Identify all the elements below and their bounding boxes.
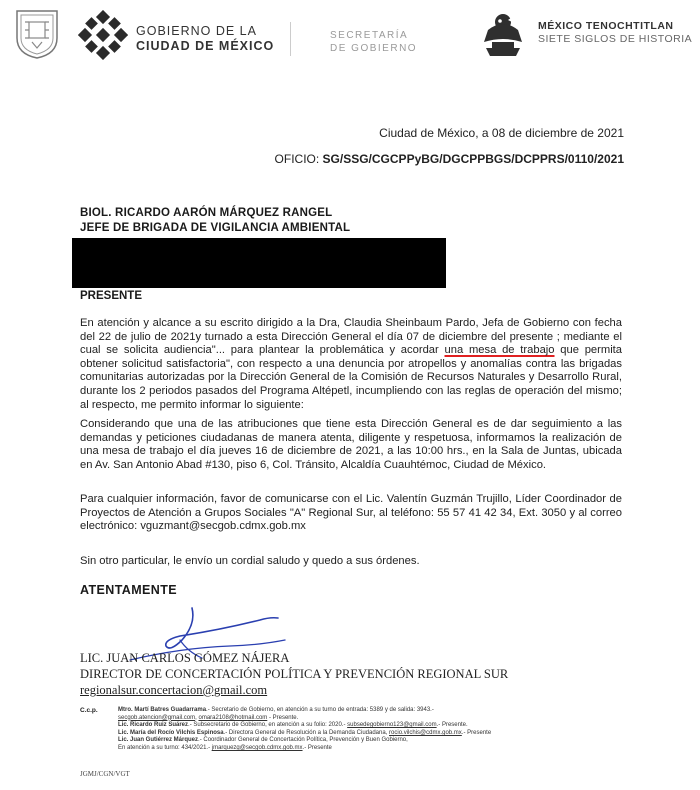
secretaria-line-1: SECRETARÍA [330, 30, 409, 41]
ccp-text-2: - Presente. [267, 714, 299, 721]
cdmx-coat-of-arms-icon [14, 8, 60, 60]
ccp-line-4 [118, 730, 618, 738]
ccp-name-5: Lic. Juan Gutiérrez Márquez [118, 737, 199, 744]
letterhead [0, 0, 700, 70]
secretaria-wordmark [330, 29, 417, 55]
gov-line-1: GOBIERNO DE LA [136, 24, 257, 38]
secretaria-line-2: DE GOBIERNO [330, 43, 418, 54]
typist-initials: JGMJ/CGN/VGT [80, 770, 130, 778]
ccp-email-link[interactable]: jmarquezg@secgob.cdmx.gob.mx [211, 744, 303, 751]
body-paragraph-1 [80, 317, 622, 412]
ccp-text-4: .- Directora General de Resolución a la Demanda Ciudadana, [223, 729, 390, 736]
recipient-name: BIOL. RICARDO AARÓN MÁRQUEZ RANGEL [80, 207, 333, 219]
ccp-name-4: Lic. María del Rocío Vilchis Espinosa [118, 729, 224, 736]
ccp-email-link[interactable]: subsedegobierno123@gmail.com [347, 722, 437, 729]
ccp-line-3 [118, 722, 618, 730]
ccp-separator: , [195, 714, 199, 721]
ccp-name-1: Mtro. Martí Batres Guadarrama [118, 707, 207, 713]
signer-name: LIC. JUAN CARLOS GÓMEZ NÁJERA [80, 651, 290, 665]
signer-block [80, 650, 508, 698]
recipient-title: JEFE DE BRIGADA DE VIGILANCIA AMBIENTAL [80, 222, 351, 234]
ccp-line-2 [118, 715, 618, 723]
gov-line-2: CIUDAD DE MÉXICO [136, 39, 275, 53]
closing: ATENTAMENTE [80, 583, 177, 597]
tenochtitlan-glyph-icon [478, 8, 528, 58]
redaction-bar [72, 238, 446, 288]
ccp-email-link[interactable]: secgob.atencion@gmail.com [118, 714, 196, 721]
ccp-text-6: En atención a su turno: 434/2021.- [118, 744, 212, 751]
body-paragraph-4: Sin otro particular, le envío un cordial saludo y quedo a sus órdenes. [80, 555, 420, 567]
signer-email-link[interactable]: regionalsur.concertacion@gmail.com [80, 683, 268, 697]
ccp-list [118, 707, 618, 753]
mt-line-1: MÉXICO TENOCHTITLAN [538, 20, 674, 32]
recipient-block [80, 206, 350, 236]
signer-title: DIRECTOR DE CONCERTACIÓN POLÍTICA Y PREVENCIÓN REGIONAL SUR [80, 667, 509, 681]
ccp-text-5: .- Coordinador General de Concertación Política, Prevención y Buen Gobierno, [198, 737, 408, 744]
ccp-text-1: .- Secretario de Gobierno, en atención a su turno de entrada: 5389 y de salida: 3943.- [206, 707, 434, 713]
ccp-end-3: .- Presente. [436, 722, 468, 729]
ccp-email-link[interactable]: omara2108@hotmail.com [198, 714, 268, 721]
p1-text-b: que permita obtener solicitud satisfactoria", con respecto a una denuncia por atropellos y anomalías contra las brigadas comunitarias autorizadas por la Dirección General de la Comisión de Recursos Naturales y Desarrollo Rural, durante los 2 periodos pasados del Programa Altépetl, incumpliendo con las reglas de operación del mismo; al respecto, me permito informar lo siguiente: [80, 344, 623, 411]
p1-underlined-phrase: una mesa de trabajo [444, 344, 555, 357]
ccp-end-6: .- Presente [302, 744, 332, 751]
ccp-line-6 [118, 745, 618, 753]
ccp-end-4: .- Presente [461, 729, 492, 736]
ccp-line-1 [118, 707, 618, 715]
body-paragraph-3: Para cualquier información, favor de comunicarse con el Lic. Valentín Guzmán Trujillo, Líder Coordinador de Proyectos de Atención a Grupos Sociales "A" Regional Sur, al teléfono: 55 57 41 42 34, Ext. 3050 y al correo electrónico: vguzmant@secgob.cdmx.gob.mx [80, 493, 622, 533]
ccp-email-link[interactable]: rocio.vilchis@cdmx.gob.mx [389, 729, 462, 736]
p1-text-a: En atención y alcance a su escrito dirigido a la Dra, Claudia Sheinbaum Pardo, Jefa de Gobierno con fecha del 22 de julio de 2021y turnado a esta Dirección General el día 07 de diciembre del presente ; mediante el cual se solicita audiencia"... para plantear la problemática y acordar [80, 317, 622, 357]
ccp-line-5 [118, 737, 618, 745]
ccp-label: C.c.p. [80, 707, 98, 714]
mt-line-2: SIETE SIGLOS DE HISTORIA [538, 33, 693, 45]
salutation: PRESENTE [80, 290, 142, 302]
body-paragraph-2: Considerando que una de las atribuciones que tiene esta Dirección General es de dar seguimiento a las demandas y peticiones ciudadanas de manera atenta, diligente y respetuosa, informamos la realización de una mesa de trabajo el día jueves 16 de diciembre de 2021, a las 10:00 hrs., en la Sala de Juntas, ubicada en Av. San Antonio Abad #130, piso 6, Col. Tránsito, Alcaldía Cuauhtémoc, Ciudad de México. [80, 418, 622, 471]
oficio-reference [275, 152, 624, 166]
tenochtitlan-wordmark [538, 20, 692, 46]
document-date: Ciudad de México, a 08 de diciembre de 2021 [379, 126, 624, 140]
ccp-text-3: .- Subsecretario de Gobierno, en atención a su folio: 2020.- [188, 722, 348, 729]
oficio-number: SG/SSG/CGCPPyBG/DGCPPBGS/DCPPRS/0110/2021 [322, 152, 624, 166]
oficio-label: OFICIO: [274, 152, 323, 166]
ccp-name-3: Lic. Ricardo Ruiz Suárez [118, 722, 189, 729]
header-divider [290, 22, 291, 56]
cdmx-logo-icon [78, 10, 128, 60]
gobierno-cdmx-wordmark [136, 24, 274, 54]
